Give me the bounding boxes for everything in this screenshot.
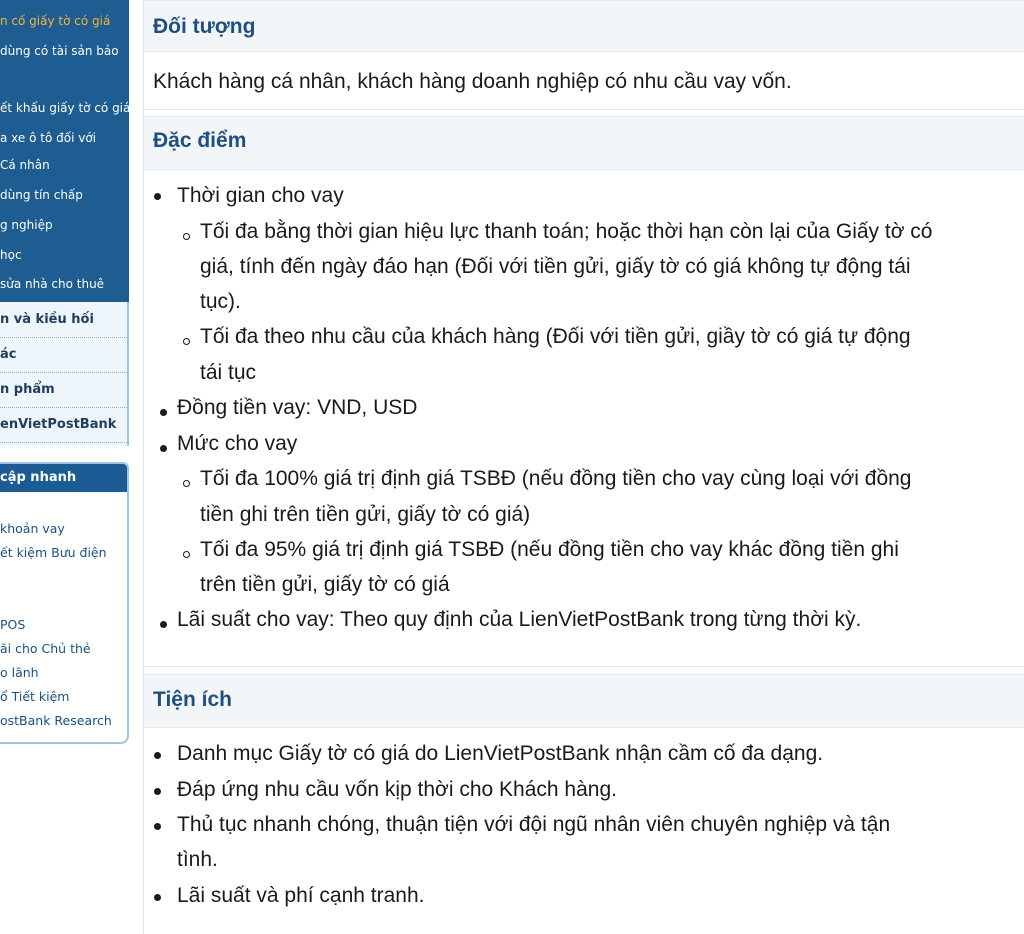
sub-item-line: trên tiền gửi, giấy tờ có giá [200,573,450,596]
sub-item-line: tục). [200,290,241,313]
submenu-item[interactable]: g nghiệp [0,218,53,232]
bullet-dot [154,788,161,795]
sub-item-line: tái tục [200,361,257,384]
submenu-item[interactable]: a xe ô tô đối với [0,131,96,145]
list-item-continuation: tình. [177,848,218,871]
submenu-item[interactable]: dùng tín chấp [0,188,83,202]
list-item: Danh mục Giấy tờ có giá do LienVietPostBank nhận cầm cố đa dạng. [177,742,824,765]
divider [144,109,1024,110]
sidebar [0,0,131,934]
submenu-item[interactable]: sửa nhà cho thuê [0,277,105,291]
category-item[interactable]: enVietPostBank [0,408,127,443]
category-item[interactable]: n và kiều hối [0,303,127,338]
bullet-dot [154,823,161,830]
list-item: Thủ tục nhanh chóng, thuận tiện với đội ngũ nhân viên chuyên nghiệp và tận [177,813,891,836]
category-menu [0,302,129,446]
bullet-dot [160,445,167,452]
sub-item-line: giá, tính đến ngày đáo hạn (Đối với tiền gửi, giấy tờ có giá không tự động tái [200,255,911,278]
section-header-tien-ich [144,674,1024,728]
category-item[interactable]: ác [0,338,127,373]
main-content [143,0,1024,934]
sub-bullet-circle [183,338,190,345]
product-submenu [0,0,129,302]
submenu-item[interactable]: ết khấu giấy tờ có giá [0,101,131,115]
sub-item-line: Tối đa 100% giá trị định giá TSBĐ (nếu đồng tiền cho vay cùng loại với đồng [200,467,912,490]
sub-item-line: Tối đa bằng thời gian hiệu lực thanh toán; hoặc thời hạn còn lại của Giấy tờ có [200,220,933,243]
bullet-dot [154,193,161,200]
sub-item-line: Tối đa 95% giá trị định giá TSBĐ (nếu đồng tiền cho vay khác đồng tiền ghi [200,538,899,561]
quick-access-box [0,462,129,744]
list-item: Đáp ứng nhu cầu vốn kịp thời cho Khách hàng. [177,778,617,801]
quick-access-link[interactable]: khoản vay [0,521,65,536]
submenu-item[interactable]: dùng có tài sản bảo [0,44,119,58]
submenu-item-active[interactable]: n cố giấy tờ có giá [0,14,111,28]
category-item[interactable]: n phẩm [0,373,127,408]
list-item-thoi-gian: Thời gian cho vay [177,184,344,207]
quick-access-link[interactable]: POS [0,617,26,632]
sub-item-line: tiền ghi trên tiền gửi, giấy tờ có giá) [200,503,531,526]
sub-bullet-circle [183,233,190,240]
submenu-item[interactable]: Cá nhân [0,158,50,172]
quick-access-link[interactable]: ết kiệm Bưu điện [0,545,107,560]
quick-access-link[interactable]: ổ Tiết kiệm [0,689,70,704]
section-title: Tiện ích [153,688,232,711]
bullet-dot [160,621,167,628]
doi-tuong-text: Khách hàng cá nhân, khách hàng doanh nghiệp có nhu cầu vay vốn. [153,70,792,93]
sub-bullet-circle [183,551,190,558]
sub-bullet-circle [183,480,190,487]
section-title: Đối tượng [153,15,256,38]
submenu-item[interactable]: học [0,248,22,262]
bullet-dot [160,409,167,416]
quick-access-link[interactable]: o lãnh [0,665,39,680]
divider [144,666,1024,667]
bullet-dot [154,894,161,901]
quick-access-link[interactable]: ostBank Research [0,713,112,728]
list-item-dong-tien: Đồng tiền vay: VND, USD [177,396,418,419]
section-header-doi-tuong [144,0,1024,52]
quick-access-link[interactable]: ãi cho Chủ thẻ [0,641,91,656]
section-title: Đặc điểm [153,129,247,152]
list-item-lai-suat: Lãi suất cho vay: Theo quy định của LienVietPostBank trong từng thời kỳ. [177,608,862,631]
list-item-muc-cho-vay: Mức cho vay [177,432,298,455]
bullet-dot [154,752,161,759]
section-header-dac-diem [144,116,1024,170]
sub-item-line: Tối đa theo nhu cầu của khách hàng (Đối với tiền gửi, giầy tờ có giá tự động [200,325,911,348]
quick-access-title: cập nhanh [0,464,127,492]
list-item: Lãi suất và phí cạnh tranh. [177,884,425,907]
